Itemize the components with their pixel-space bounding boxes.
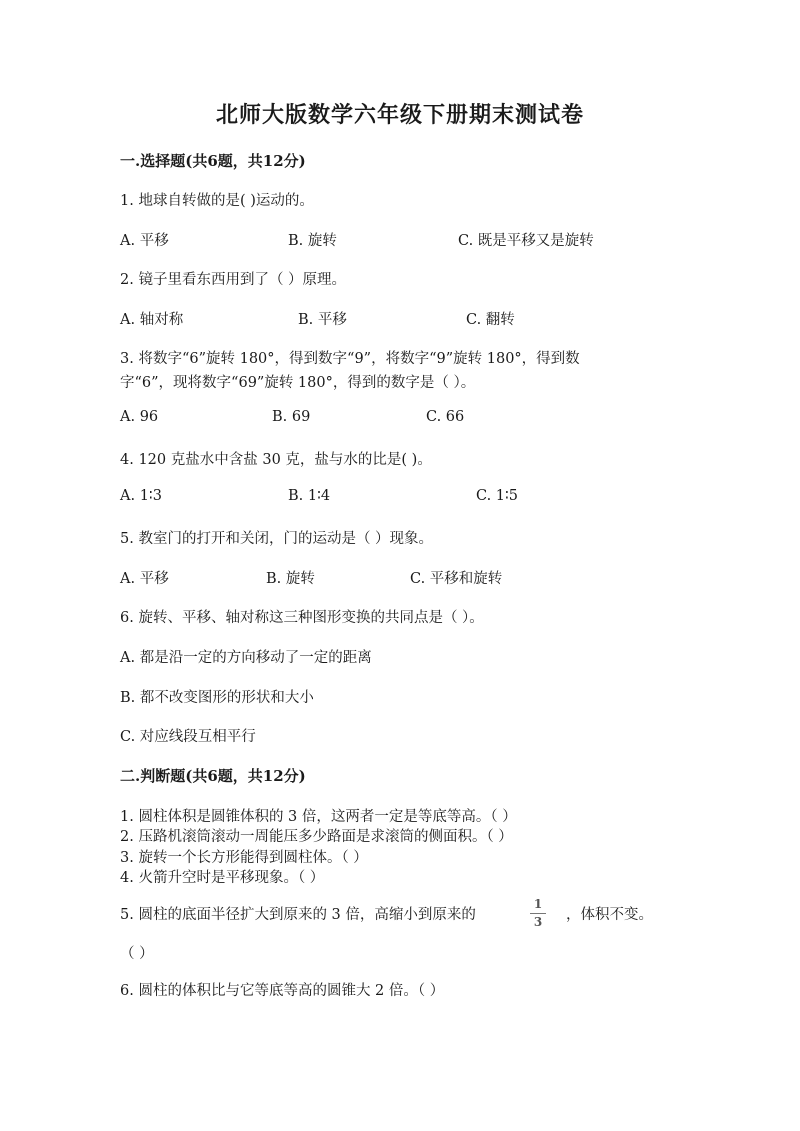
q2-option-a[interactable]: A. 轴对称 <box>120 312 184 328</box>
judgement-item-5-after: ，体积不变。 <box>566 907 653 923</box>
judgement-item-2: 2. 压路机滚筒滚动一周能压多少路面是求滚筒的侧面积。（ ） <box>120 829 513 845</box>
judgement-item-4: 4. 火箭升空时是平移现象。（ ） <box>120 870 325 886</box>
q3-option-b[interactable]: B. 69 <box>272 409 311 425</box>
question-3-line-1: 3. 将数字“6”旋转 180°，得到数字“9”，将数字“9”旋转 180°，得到数 <box>120 351 580 367</box>
q2-option-c[interactable]: C. 翻转 <box>466 312 515 328</box>
section-heading-choice: 一.选择题(共6题，共12分) <box>120 152 306 170</box>
judgement-item-6: 6. 圆柱的体积比与它等底等高的圆锥大 2 倍。（ ） <box>120 983 445 999</box>
judgement-item-1: 1. 圆柱体积是圆锥体积的 3 倍，这两者一定是等底等高。（ ） <box>120 809 517 825</box>
question-3-line-2: 字“6”，现将数字“69”旋转 180°，得到的数字是（ ）。 <box>120 375 476 391</box>
judgement-item-5-text: 5. 圆柱的底面半径扩大到原来的 3 倍，高缩小到原来的 <box>120 907 476 923</box>
question-2: 2. 镜子里看东西用到了（ ）原理。 <box>120 272 347 288</box>
fraction-numerator: 1 <box>533 897 543 911</box>
question-6: 6. 旋转、平移、轴对称这三种图形变换的共同点是（ ）。 <box>120 610 484 626</box>
page-title: 北师大版数学六年级下册期末测试卷 <box>215 102 584 128</box>
q6-option-c[interactable]: C. 对应线段互相平行 <box>120 729 256 745</box>
q6-option-b[interactable]: B. 都不改变图形的形状和大小 <box>120 690 314 706</box>
q4-option-b[interactable]: B. 1∶4 <box>288 488 331 504</box>
q3-option-a[interactable]: A. 96 <box>120 409 159 425</box>
q1-option-c[interactable]: C. 既是平移又是旋转 <box>458 233 594 249</box>
q4-option-a[interactable]: A. 1∶3 <box>120 488 162 504</box>
question-5: 5. 教室门的打开和关闭，门的运动是（ ）现象。 <box>120 531 434 547</box>
fraction-one-third <box>530 898 546 929</box>
q4-option-c[interactable]: C. 1∶5 <box>476 488 519 504</box>
fraction-denominator: 3 <box>533 915 543 929</box>
q3-option-c[interactable]: C. 66 <box>426 409 465 425</box>
question-1: 1. 地球自转做的是( )运动的。 <box>120 193 314 209</box>
section-heading-judgement: 二.判断题(共6题，共12分) <box>120 767 306 785</box>
q1-option-b[interactable]: B. 旋转 <box>288 233 337 249</box>
q6-option-a[interactable]: A. 都是沿一定的方向移动了一定的距离 <box>120 650 372 666</box>
q5-option-c[interactable]: C. 平移和旋转 <box>410 571 503 587</box>
judgement-item-3: 3. 旋转一个长方形能得到圆柱体。（ ） <box>120 850 368 866</box>
q5-option-a[interactable]: A. 平移 <box>120 571 169 587</box>
fraction-bar <box>530 913 546 914</box>
q5-option-b[interactable]: B. 旋转 <box>266 571 315 587</box>
q1-option-a[interactable]: A. 平移 <box>120 233 169 249</box>
q2-option-b[interactable]: B. 平移 <box>298 312 347 328</box>
judgement-item-5-paren: （ ） <box>120 946 154 962</box>
question-4: 4. 120 克盐水中含盐 30 克，盐与水的比是( )。 <box>120 452 432 468</box>
